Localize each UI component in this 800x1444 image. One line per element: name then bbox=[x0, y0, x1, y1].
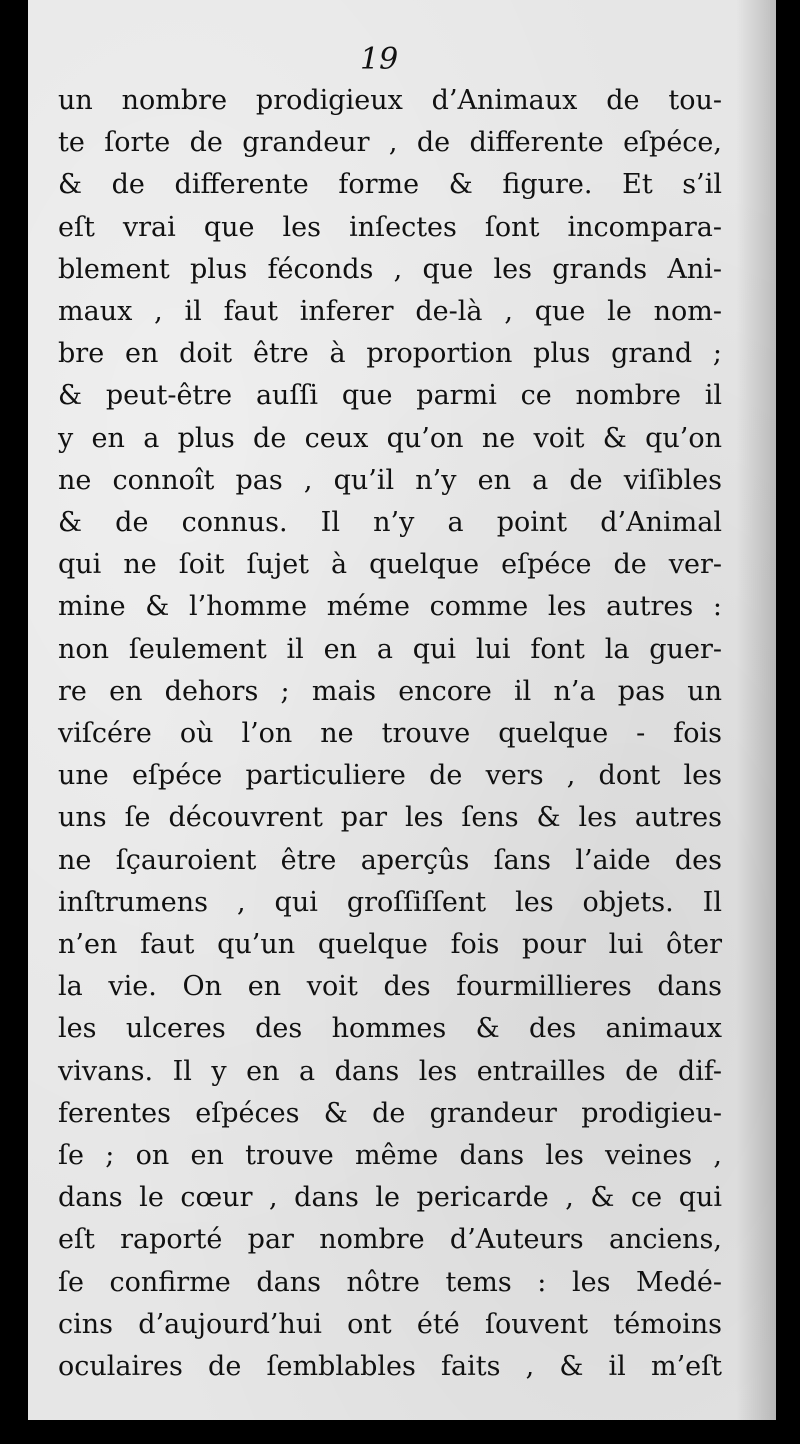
text-line-18: uns ſe découvrent par les ſens & les autres bbox=[58, 802, 722, 834]
text-line-22: la vie. On en voit des fourmillieres dans bbox=[58, 971, 722, 1003]
text-line-29: ſe confirme dans nôtre tems : les Medé- bbox=[58, 1266, 722, 1298]
text-line-17: une eſpéce particuliere de vers , dont les bbox=[58, 760, 722, 792]
text-line-25: ferentes eſpéces & de grandeur prodigieu- bbox=[58, 1097, 722, 1129]
text-line-2: te ſorte de grandeur , de differente eſpéce, bbox=[58, 127, 722, 159]
text-line-8: & peut-être auſſi que parmi ce nombre il bbox=[58, 380, 722, 412]
text-line-15: re en dehors ; mais encore il n’a pas un bbox=[58, 675, 722, 707]
text-line-9: y en a plus de ceux qu’on ne voit & qu’on bbox=[58, 422, 722, 454]
page-edge-shadow bbox=[736, 0, 776, 1420]
text-line-30: cins d’aujourd’hui ont été ſouvent témoins bbox=[58, 1308, 722, 1340]
text-line-14: non ſeulement il en a qui lui font la guer- bbox=[58, 633, 722, 665]
text-line-19: ne ſçauroient être aperçûs ſans l’aide des bbox=[58, 844, 722, 876]
text-line-3: & de differente forme & figure. Et s’il bbox=[58, 169, 722, 201]
text-line-24: vivans. Il y en a dans les entrailles de dif- bbox=[58, 1055, 722, 1087]
text-line-11: & de connus. Il n’y a point d’Animal bbox=[58, 507, 722, 539]
text-line-13: mine & l’homme méme comme les autres : bbox=[58, 591, 722, 623]
text-line-23: les ulceres des hommes & des animaux bbox=[58, 1013, 722, 1045]
text-line-26: ſe ; on en trouve même dans les veines , bbox=[58, 1140, 722, 1172]
text-line-7: bre en doit être à proportion plus grand ; bbox=[58, 338, 722, 370]
text-line-31: oculaires de ſemblables faits , & il m’eſt bbox=[58, 1351, 722, 1383]
text-line-12: qui ne ſoit ſujet à quelque eſpéce de ver- bbox=[58, 549, 722, 581]
text-line-20: inſtrumens , qui groſſiſſent les objets. Il bbox=[58, 886, 722, 918]
text-line-16: viſcére où l’on ne trouve quelque - fois bbox=[58, 718, 722, 750]
text-line-5: blement plus féconds , que les grands Ani- bbox=[58, 253, 722, 285]
text-line-27: dans le cœur , dans le pericarde , & ce qui bbox=[58, 1182, 722, 1214]
text-line-1: un nombre prodigieux d’Animaux de tou- bbox=[58, 85, 722, 116]
text-line-10: ne connoît pas , qu’il n’y en a de viſibles bbox=[58, 464, 722, 496]
text-line-21: n’en faut qu’un quelque fois pour lui ôter bbox=[58, 929, 722, 961]
text-line-4: eſt vrai que les inſectes ſont incompara- bbox=[58, 211, 722, 243]
text-line-28: eſt raporté par nombre d’Auteurs anciens, bbox=[58, 1224, 722, 1256]
body-text bbox=[58, 80, 722, 1388]
page-number: 19 bbox=[360, 42, 399, 77]
text-line-6: maux , il faut inferer de-là , que le nom- bbox=[58, 296, 722, 328]
